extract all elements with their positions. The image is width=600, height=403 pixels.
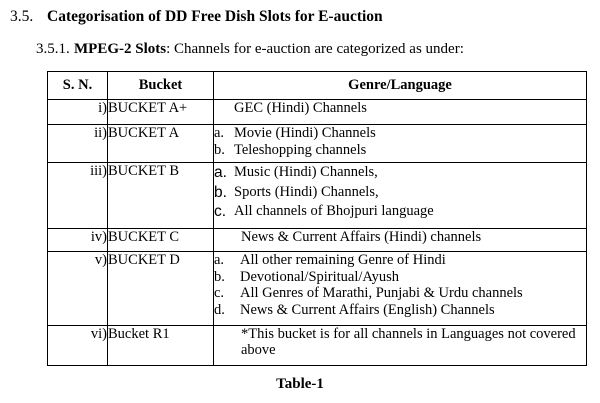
- table-row: [48, 326, 587, 366]
- genre-list: [214, 163, 586, 222]
- header-bucket: Bucket: [108, 72, 214, 100]
- row-sn: ii): [48, 125, 108, 163]
- list-text: Music (Hindi) Channels,: [234, 164, 378, 180]
- list-text: Sports (Hindi) Channels,: [234, 183, 379, 200]
- row-sn: i): [48, 100, 108, 125]
- subsection-description: : Channels for e-auction are categorized as under:: [166, 41, 464, 57]
- row-genre-cell: [214, 163, 587, 229]
- header-genre: Genre/Language: [214, 72, 587, 100]
- row-genre-cell: [214, 229, 587, 252]
- row-bucket: BUCKET C: [108, 229, 214, 252]
- row-bucket: BUCKET A: [108, 125, 214, 163]
- row-genre: *This bucket is for all channels in Languages not covered above: [241, 326, 576, 358]
- list-text: All channels of Bhojpuri language: [234, 203, 434, 219]
- row-sn: v): [48, 252, 108, 326]
- row-genre-cell: [214, 100, 587, 125]
- list-marker: d.: [214, 301, 225, 318]
- list-item: [214, 125, 586, 142]
- list-text: Teleshopping channels: [234, 142, 367, 158]
- table-row: [48, 163, 587, 229]
- genre-list: [214, 252, 586, 318]
- list-marker: c.: [214, 285, 225, 301]
- list-marker: b.: [214, 142, 225, 158]
- header-sn: S. N.: [48, 72, 108, 100]
- list-marker: a.: [214, 125, 225, 141]
- row-genre: GEC (Hindi) Channels: [234, 100, 367, 116]
- row-sn: iii): [48, 163, 108, 229]
- list-text: Movie (Hindi) Channels: [234, 125, 376, 141]
- section-heading: [10, 8, 383, 26]
- row-bucket: BUCKET B: [108, 163, 214, 229]
- section-title: Categorisation of DD Free Dish Slots for E-auction: [47, 8, 383, 25]
- row-genre-cell: [214, 326, 587, 366]
- section-number: 3.5.: [10, 8, 34, 25]
- row-genre-cell: [214, 125, 587, 163]
- table-header-row: [48, 72, 587, 100]
- table-row: [48, 229, 587, 252]
- list-item: [214, 202, 586, 222]
- subsection-heading: [36, 41, 464, 58]
- row-genre: News & Current Affairs (Hindi) channels: [241, 229, 482, 245]
- list-marker: a.: [214, 164, 227, 181]
- list-text: All other remaining Genre of Hindi: [240, 252, 446, 268]
- list-text: All Genres of Marathi, Punjabi & Urdu channels: [240, 285, 523, 301]
- row-bucket: Bucket R1: [108, 326, 214, 366]
- list-item: [214, 142, 586, 159]
- list-item: [214, 252, 586, 269]
- subsection-title: MPEG-2 Slots: [74, 41, 167, 57]
- list-item: [214, 302, 586, 319]
- table-row: [48, 125, 587, 163]
- list-marker: b.: [214, 268, 225, 285]
- row-sn: iv): [48, 229, 108, 252]
- list-text: Devotional/Spiritual/Ayush: [240, 268, 399, 285]
- subsection-number: 3.5.1.: [36, 41, 70, 57]
- table-row: [48, 252, 587, 326]
- table-caption: Table-1: [276, 376, 324, 392]
- list-item: [214, 163, 586, 183]
- slots-table: [47, 71, 587, 366]
- table-row: [48, 100, 587, 125]
- row-genre-cell: [214, 252, 587, 326]
- list-marker: a.: [214, 252, 225, 268]
- row-sn: vi): [48, 326, 108, 366]
- list-item: [214, 285, 586, 302]
- genre-list: [214, 125, 586, 159]
- list-marker: b.: [214, 183, 227, 201]
- list-text: News & Current Affairs (English) Channels: [240, 301, 495, 318]
- row-bucket: BUCKET D: [108, 252, 214, 326]
- row-bucket: BUCKET A+: [108, 100, 214, 125]
- list-item: [214, 269, 586, 286]
- list-marker: c.: [214, 203, 227, 220]
- list-item: [214, 183, 586, 203]
